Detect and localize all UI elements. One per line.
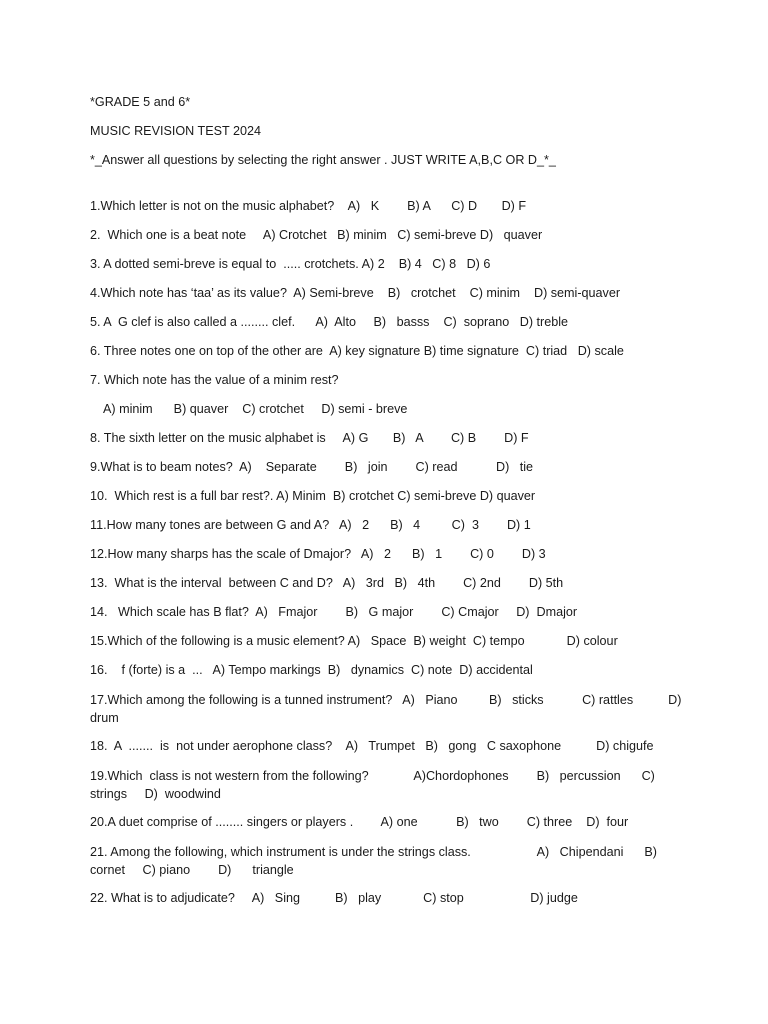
- question-4: 4.Which note has ‘taa’ as its value? A) Semi-breve B) crotchet C) minim D) semi-quaver: [90, 286, 621, 300]
- question-6: 6. Three notes one on top of the other are A) key signature B) time signature C) triad D) scale: [90, 344, 624, 358]
- question-2: 2. Which one is a beat note A) Crotchet B) minim C) semi-breve D) quaver: [90, 228, 543, 242]
- document-page: [90, 94, 690, 919]
- question-16: 16. f (forte) is a ... A) Tempo markings B) dynamics C) note D) accidental: [90, 663, 533, 677]
- grade-label: *GRADE 5 and 6*: [90, 95, 191, 109]
- question-3: 3. A dotted semi-breve is equal to ..... crotchets. A) 2 B) 4 C) 8 D) 6: [90, 257, 491, 271]
- test-title: MUSIC REVISION TEST 2024: [90, 124, 262, 138]
- question-21: 21. Among the following, which instrument is under the strings class. A) Chipendani B) cornet C) piano D) triangle: [90, 845, 657, 877]
- question-8: 8. The sixth letter on the music alphabet is A) G B) A C) B D) F: [90, 431, 529, 445]
- question-15: 15.Which of the following is a music element? A) Space B) weight C) tempo D) colour: [90, 634, 618, 648]
- question-7-options: A) minim B) quaver C) crotchet D) semi - breve: [103, 402, 408, 416]
- question-7: 7. Which note has the value of a minim rest?: [90, 373, 339, 387]
- question-17: 17.Which among the following is a tunned instrument? A) Piano B) sticks C) rattles D) drum: [90, 693, 682, 725]
- instructions: *_Answer all questions by selecting the right answer . JUST WRITE A,B,C OR D_*_: [90, 153, 556, 167]
- question-22: 22. What is to adjudicate? A) Sing B) play C) stop D) judge: [90, 891, 578, 905]
- question-12: 12.How many sharps has the scale of Dmajor? A) 2 B) 1 C) 0 D) 3: [90, 547, 546, 561]
- question-9: 9.What is to beam notes? A) Separate B) join C) read D) tie: [90, 460, 534, 474]
- question-5: 5. A G clef is also called a ........ clef. A) Alto B) basss C) soprano D) treble: [90, 315, 569, 329]
- question-13: 13. What is the interval between C and D? A) 3rd B) 4th C) 2nd D) 5th: [90, 576, 564, 590]
- question-19: 19.Which class is not western from the following? A)Chordophones B) percussion C) strings D) woodwind: [90, 769, 655, 801]
- question-14: 14. Which scale has B flat? A) Fmajor B) G major C) Cmajor D) Dmajor: [90, 605, 578, 619]
- question-11: 11.How many tones are between G and A? A) 2 B) 4 C) 3 D) 1: [90, 518, 531, 532]
- question-1: 1.Which letter is not on the music alphabet? A) K B) A C) D D) F: [90, 199, 527, 213]
- spacer: [90, 181, 690, 198]
- question-10: 10. Which rest is a full bar rest?. A) Minim B) crotchet C) semi-breve D) quaver: [90, 489, 536, 503]
- question-20: 20.A duet comprise of ........ singers or players . A) one B) two C) three D) four: [90, 815, 629, 829]
- question-18: 18. A ....... is not under aerophone class? A) Trumpet B) gong C saxophone D) chigufe: [90, 739, 654, 753]
